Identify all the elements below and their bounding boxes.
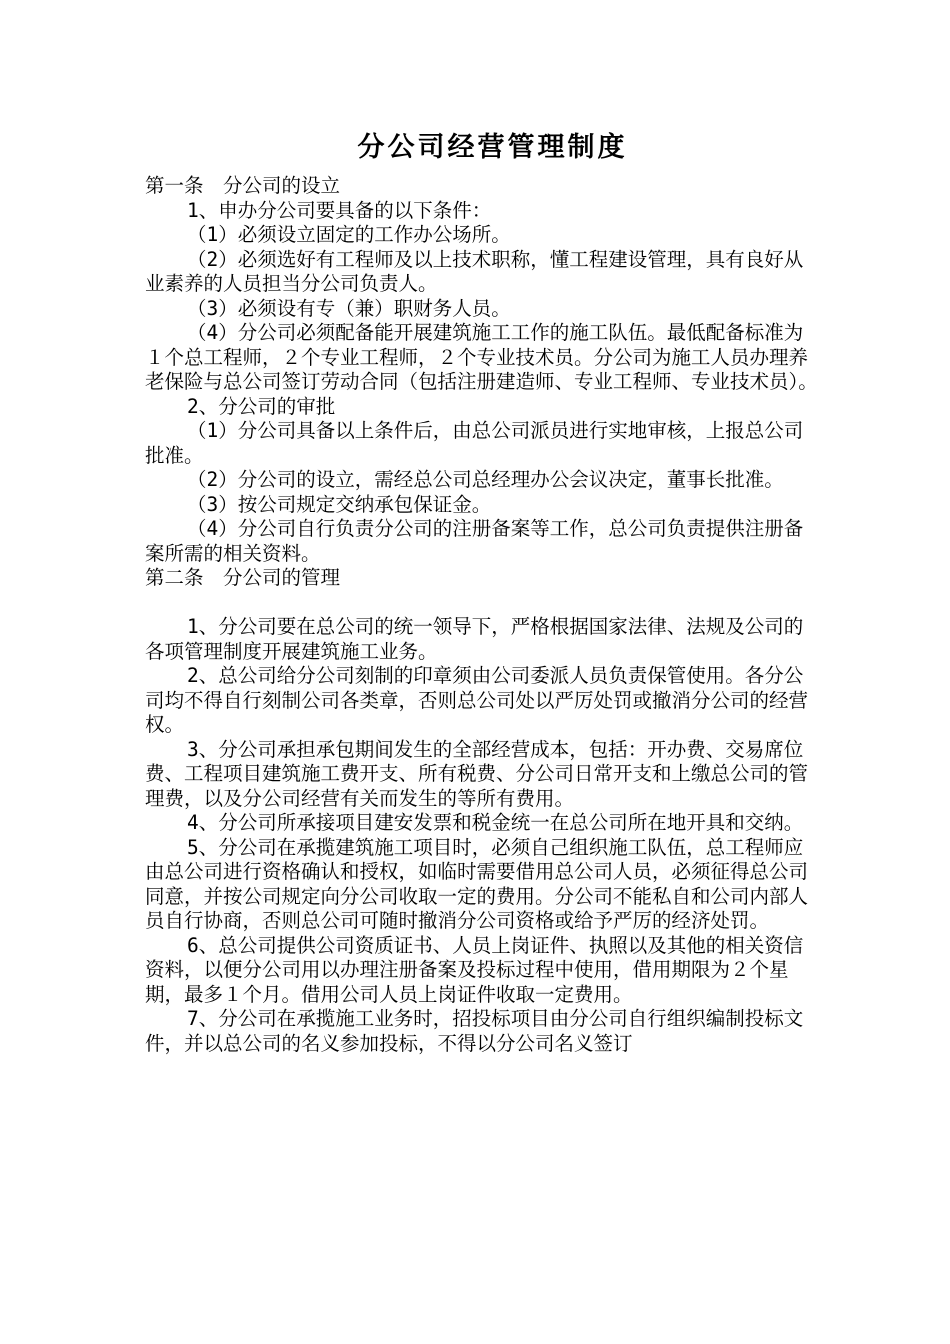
- paragraph: 6、总公司提供公司资质证书、人员上岗证件、执照以及其他的相关资信资料，以便分公司用以办理注册备案及投标过程中使用，借用期限为２个星期，最多１个月。借用公司人员上岗证件收取一定费用。: [145, 933, 804, 1006]
- document-title: 分公司经营管理制度: [357, 132, 628, 163]
- blank-line: [145, 591, 820, 616]
- paragraph: 1、申办分公司要具备的以下条件：: [187, 198, 492, 222]
- paragraph: （3）按公司规定交纳承包保证金。: [187, 492, 492, 516]
- paragraph: 4、分公司所承接项目建安发票和税金统一在总公司所在地开具和交纳。: [187, 811, 804, 834]
- paragraph: 2、总公司给分公司刻制的印章须由公司委派人员负责保管使用。各分公司均不得自行刻制公司各类章，否则总公司处以严厉处罚或撤消分公司的经营权。: [145, 664, 809, 736]
- paragraph: 5、分公司在承揽建筑施工项目时，必须自己组织施工队伍，总工程师应由总公司进行资格确认和授权，如临时需要借用总公司人员，必须征得总公司同意，并按公司规定向分公司收取一定的费用。分公司不能私自和公司内部人员自行协商，否则总公司可随时撤消分公司资格或给予严厉的经济处罚。: [145, 835, 809, 932]
- paragraph: 7、分公司在承揽施工业务时，招投标项目由分公司自行组织编制投标文件，并以总公司的名义参加投标，不得以分公司名义签订: [145, 1007, 804, 1055]
- paragraph: （4）分公司必须配备能开展建筑施工工作的施工队伍。最低配备标准为１个总工程师，２个专业工程师，２个专业技术员。分公司为施工人员办理养老保险与总公司签订劳动合同（包括注册建造师、专业工程师、专业技术员）。: [145, 321, 818, 393]
- document-body: [145, 128, 820, 1056]
- article-2-heading: 第二条 分公司的管理: [145, 566, 341, 589]
- paragraph: （3）必须设有专（兼）职财务人员。: [187, 296, 511, 320]
- paragraph: （1）必须设立固定的工作办公场所。: [187, 223, 511, 246]
- article-1-heading: 第一条 分公司的设立: [145, 174, 341, 197]
- paragraph: （2）必须选好有工程师及以上技术职称，懂工程建设管理，具有良好从业素养的人员担当分公司负责人。: [145, 247, 804, 295]
- paragraph: 2、分公司的审批: [187, 394, 336, 418]
- paragraph: （1）分公司具备以上条件后，由总公司派员进行实地审核，上报总公司批准。: [145, 419, 804, 467]
- paragraph: （4）分公司自行负责分公司的注册备案等工作，总公司负责提供注册备案所需的相关资料。: [145, 517, 804, 565]
- paragraph: 1、分公司要在总公司的统一领导下，严格根据国家法律、法规及公司的各项管理制度开展建筑施工业务。: [145, 615, 804, 663]
- paragraph: （2）分公司的设立，需经总公司总经理办公会议决定，董事长批准。: [187, 468, 784, 491]
- paragraph: 3、分公司承担承包期间发生的全部经营成本，包括：开办费、交易席位费、工程项目建筑施工费开支、所有税费、分公司日常开支和上缴总公司的管理费，以及分公司经营有关而发生的等所有费用。: [145, 737, 809, 810]
